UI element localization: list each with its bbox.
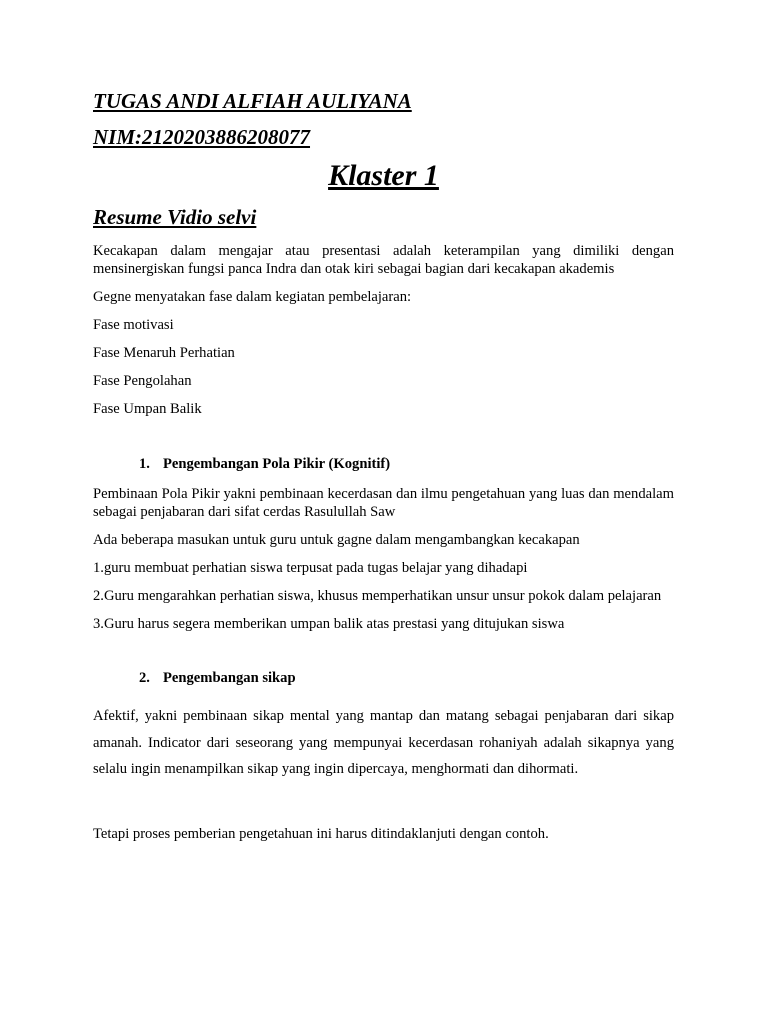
section-1-number: 1.: [139, 456, 150, 472]
phases-intro: Gegne menyatakan fase dalam kegiatan pembelajaran:: [93, 289, 412, 305]
author-name: TUGAS ANDI ALFIAH AULIYANA: [93, 89, 412, 113]
student-id: NIM:2120203886208077: [93, 125, 311, 149]
section-1-title: Pengembangan Pola Pikir (Kognitif): [163, 456, 391, 472]
section-1-heading: [93, 455, 674, 473]
section-1-paragraph: Pembinaan Pola Pikir yakni pembinaan kecerdasan dan ilmu pengetahuan yang luas dan mendalam sebagai penjabaran dari sifat cerdas Rasulullah Saw: [93, 486, 674, 520]
document-title: Klaster 1: [328, 159, 439, 192]
closing-paragraph: Tetapi proses pemberian pengetahuan ini harus ditindaklanjuti dengan contoh.: [93, 825, 549, 842]
document-page: [93, 86, 674, 843]
input-item: 2.Guru mengarahkan perhatian siswa, khusus memperhatikan unsur unsur pokok dalam pelajaran: [93, 588, 662, 604]
input-item: 3.Guru harus segera memberikan umpan balik atas prestasi yang ditujukan siswa: [93, 616, 565, 632]
inputs-intro: Ada beberapa masukan untuk guru untuk gagne dalam mengambangkan kecakapan: [93, 532, 580, 548]
phase-item: Fase motivasi: [93, 317, 174, 333]
phase-item: Fase Menaruh Perhatian: [93, 345, 235, 361]
phase-item: Fase Umpan Balik: [93, 401, 202, 417]
section-2-title: Pengembangan sikap: [163, 670, 296, 686]
phase-item: Fase Pengolahan: [93, 373, 192, 389]
intro-paragraph: Kecakapan dalam mengajar atau presentasi adalah keterampilan yang dimiliki dengan mensinergiskan fungsi panca Indra dan otak kiri sebagai bagian dari kecakapan akademis: [93, 243, 674, 277]
document-subtitle: Resume Vidio selvi: [93, 205, 257, 229]
section-2-number: 2.: [139, 670, 150, 686]
section-2-paragraph: Afektif, yakni pembinaan sikap mental yang mantap dan matang sebagai penjabaran dari sikap amanah. Indicator dari seseorang yang mempunyai kecerdasan rohaniyah adalah sikapnya yang selalu ingin menampilkan sikap yang ingin dipercaya, menghormati dan dihormati.: [93, 708, 674, 777]
section-2-heading: [93, 669, 674, 687]
input-item: 1.guru membuat perhatian siswa terpusat pada tugas belajar yang dihadapi: [93, 560, 528, 576]
